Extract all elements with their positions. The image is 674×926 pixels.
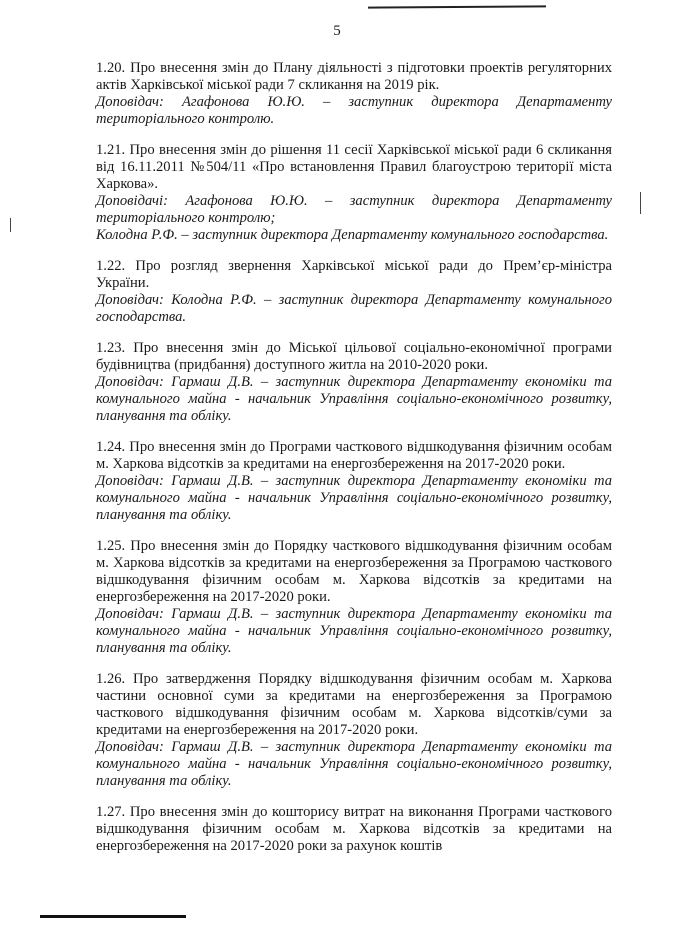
agenda-list: [96, 60, 612, 869]
agenda-item-text: 1.25. Про внесення змін до Порядку часткового відшкодування фізичним особам м. Харкова відсотків за кредитами на енергозбереження за Програмою часткового відшкодування фізичним особам м. Харкова відсотків за кредитами на енергозбереження на 2017-2020 роки.: [96, 538, 612, 605]
speaker-line: Доповідач: Колодна Р.Ф. – заступник директора Департаменту комунального господарства.: [96, 292, 612, 325]
agenda-item-text: 1.21. Про внесення змін до рішення 11 сесії Харківської міської ради 6 скликання від 16.11.2011 №504/11 «Про встановлення Правил благоустрою території міста Харкова».: [96, 142, 612, 192]
agenda-item-1-24: [96, 439, 612, 524]
agenda-item-1-23: [96, 340, 612, 425]
speaker-line: Доповідач: Агафонова Ю.Ю. – заступник директора Департаменту територіального контролю.: [96, 94, 612, 127]
speaker-line: Доповідач: Гармаш Д.В. – заступник директора Департаменту економіки та комунального майна - начальник Управління соціально-економічного розвитку, планування та обліку.: [96, 374, 612, 424]
speaker-line: Доповідач: Гармаш Д.В. – заступник директора Департаменту економіки та комунального майна - начальник Управління соціально-економічного розвитку, планування та обліку.: [96, 473, 612, 523]
speaker-line: Доповідач: Гармаш Д.В. – заступник директора Департаменту економіки та комунального майна - начальник Управління соціально-економічного розвитку, планування та обліку.: [96, 739, 612, 789]
agenda-item-text: 1.22. Про розгляд звернення Харківської міської ради до Прем’єр-міністра України.: [96, 258, 612, 291]
agenda-item-text: 1.24. Про внесення змін до Програми часткового відшкодування фізичним особам м. Харкова відсотків за кредитами на енергозбереження на 2017-2020 роки.: [96, 439, 612, 472]
agenda-item-1-20: [96, 60, 612, 128]
scan-artifact-top-line: [368, 5, 546, 8]
speaker-line: Колодна Р.Ф. – заступник директора Департаменту комунального господарства.: [96, 227, 609, 243]
agenda-item-text: 1.27. Про внесення змін до кошторису витрат на виконання Програми часткового відшкодування фізичним особам м. Харкова відсотків за кредитами на енергозбереження на 2017-2020 роки за рахунок коштів: [96, 804, 612, 854]
agenda-item-1-25: [96, 538, 612, 657]
agenda-item-text: 1.23. Про внесення змін до Міської цільової соціально-економічної програми будівництва (придбання) доступного житла на 2010-2020 роки.: [96, 340, 612, 373]
scan-artifact-bottom-line: [40, 915, 186, 918]
speaker-line: Доповідачі: Агафонова Ю.Ю. – заступник директора Департаменту територіального контролю;: [96, 193, 612, 226]
scan-artifact-left-mark: [10, 218, 11, 232]
agenda-item-1-26: [96, 671, 612, 790]
agenda-item-text: 1.26. Про затвердження Порядку відшкодування фізичним особам м. Харкова частини основної суми за кредитами на енергозбереження за Програмою часткового відшкодування фізичним особам м. Харкова відсотків/суми за кредитами на енергозбереження на 2017-2020 роки.: [96, 671, 612, 738]
agenda-item-text: 1.20. Про внесення змін до Плану діяльності з підготовки проектів регуляторних актів Харківської міської ради 7 скликання на 2019 рік.: [96, 60, 612, 93]
speaker-line: Доповідач: Гармаш Д.В. – заступник директора Департаменту економіки та комунального майна - начальник Управління соціально-економічного розвитку, планування та обліку.: [96, 606, 612, 656]
agenda-item-1-21: [96, 142, 612, 244]
agenda-item-1-27: [96, 804, 612, 855]
agenda-item-1-22: [96, 258, 612, 326]
page-number: 5: [333, 23, 341, 39]
scan-artifact-right-mark: [640, 192, 641, 214]
